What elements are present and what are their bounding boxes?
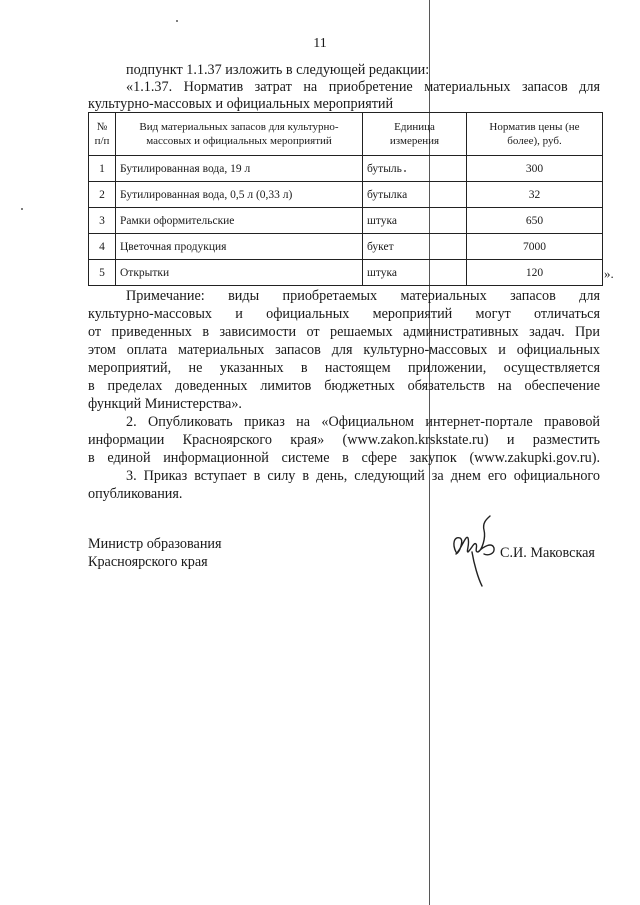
signatory-title-line-2: Красноярского края [88, 554, 208, 570]
scan-speck [176, 20, 178, 22]
row-price: 300 [467, 156, 603, 182]
header-price-line2: более), руб. [507, 135, 562, 147]
note-line-5: мероприятий, не указанных в настоящем приложении, осуществляется [88, 360, 600, 376]
row-unit: штука [363, 208, 467, 234]
handwritten-signature [448, 508, 500, 590]
scan-speck [21, 208, 23, 210]
header-price [467, 113, 603, 156]
table-header-row [89, 113, 603, 156]
closing-quote: ». [604, 266, 614, 281]
table-row [89, 156, 603, 182]
header-name [116, 113, 363, 156]
header-price-line1: Норматив цены (не [489, 121, 580, 133]
row-unit: бутыль [363, 156, 467, 182]
note-line-6: в пределах доведенных лимитов бюджетных обязательств на обеспечение [88, 378, 600, 394]
note-line-4: этом оплата материальных запасов для культурно-массовых и официальных [88, 342, 600, 358]
table-row [89, 182, 603, 208]
row-num: 5 [89, 260, 116, 286]
signatory-title-line-1: Министр образования [88, 536, 222, 552]
header-num-line2: п/п [94, 135, 110, 147]
heading-line-1: «1.1.37. Норматив затрат на приобретение материальных запасов для [126, 79, 600, 95]
header-name-line2: массовых и официальных мероприятий [146, 135, 332, 147]
page-number: 11 [313, 36, 327, 51]
norms-table [88, 112, 603, 286]
row-price: 120 [467, 260, 603, 286]
signatory-name: С.И. Маковская [500, 545, 595, 561]
item2-line-1: 2. Опубликовать приказ на «Официальном интернет-портале правовой [126, 414, 600, 430]
row-price: 7000 [467, 234, 603, 260]
heading-line-2: культурно-массовых и официальных мероприятий [88, 96, 394, 112]
note-line-1: Примечание: виды приобретаемых материальных запасов для [126, 288, 600, 304]
header-num-line1: № [96, 121, 108, 133]
row-name: Цветочная продукция [116, 234, 363, 260]
note-line-3: от приведенных в зависимости от решаемых административных задач. При [88, 324, 600, 340]
row-unit: бутылка [363, 182, 467, 208]
row-num: 2 [89, 182, 116, 208]
table-row [89, 260, 603, 286]
item2-line-2: информации Красноярского края» (www.zakon.krskstate.ru) и разместить [88, 432, 600, 448]
header-unit-line2: измерения [389, 135, 440, 147]
row-num: 4 [89, 234, 116, 260]
row-price: 32 [467, 182, 603, 208]
row-name: Открытки [116, 260, 363, 286]
table-row [89, 208, 603, 234]
row-num: 1 [89, 156, 116, 182]
row-price: 650 [467, 208, 603, 234]
item3-line-2: опубликования. [88, 486, 183, 502]
item2-line-3: в единой информационной системе в сфере закупок (www.zakupki.gov.ru). [88, 450, 600, 466]
table-row [89, 234, 603, 260]
header-unit [363, 113, 467, 156]
note-line-7: функций Министерства». [88, 396, 242, 412]
header-name-line1: Вид материальных запасов для культурно- [139, 121, 339, 133]
row-unit: букет [363, 234, 467, 260]
row-unit: штука [363, 260, 467, 286]
item3-line-1: 3. Приказ вступает в силу в день, следующий за днем его официального [126, 468, 600, 484]
header-unit-line1: Единица [394, 121, 435, 133]
row-name: Бутилированная вода, 19 л [116, 156, 363, 182]
note-line-2: культурно-массовых и официальных мероприятий могут отличаться [88, 306, 600, 322]
row-name: Рамки оформительские [116, 208, 363, 234]
intro-line: подпункт 1.1.37 изложить в следующей редакции: [126, 62, 430, 78]
header-num [89, 113, 116, 156]
row-name: Бутилированная вода, 0,5 л (0,33 л) [116, 182, 363, 208]
row-num: 3 [89, 208, 116, 234]
